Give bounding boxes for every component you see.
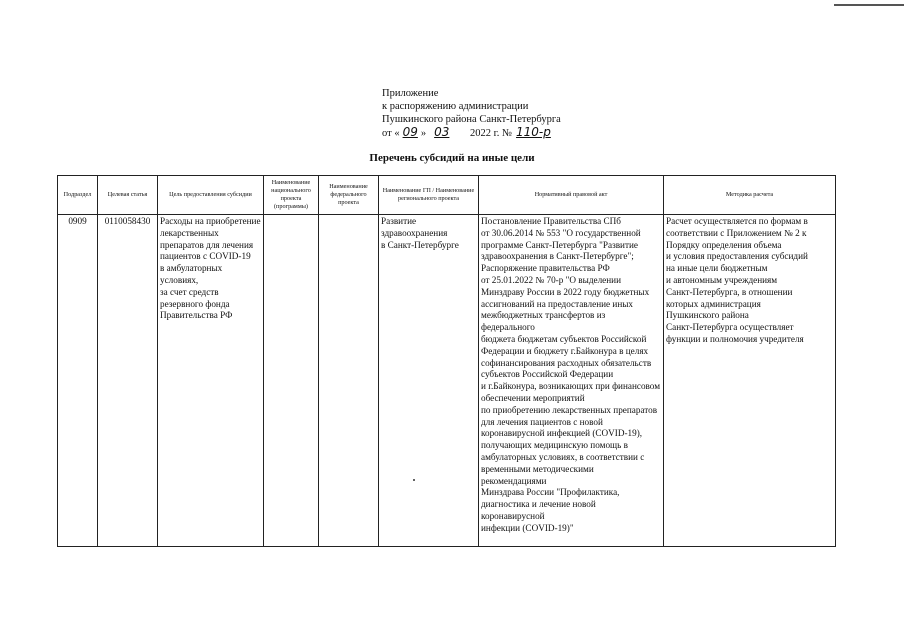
col-header-legal-act: Нормативный правовой акт — [479, 176, 664, 215]
date-mid: » — [420, 128, 427, 140]
cell-target-article: 0110058430 — [98, 215, 158, 547]
subsidies-table — [57, 175, 836, 547]
col-header-calc-method: Методика расчета — [664, 176, 836, 215]
date-month: 03 — [434, 125, 450, 140]
date-year: 2022 г. № — [470, 128, 513, 140]
appendix-header — [382, 88, 561, 141]
col-header-regional-project: Наименование ГП / Наименование регионального проекта — [379, 176, 479, 215]
appendix-district: Пушкинского района Санкт-Петербурга — [382, 113, 561, 125]
date-prefix: от « — [382, 128, 400, 140]
cell-calc-method: Расчет осуществляется по формам в соответствии с Приложением № 2 к Порядку определения объема и условия предоставления субсидий на иные цели бюджетным и автономным учреждениям Санкт-Петербурга, в отношении которых администрация Пушкинского района Санкт-Петербурга осуществляет функции и полномочия учредителя — [664, 215, 836, 547]
cell-subsection: 0909 — [58, 215, 98, 547]
table-row — [58, 215, 836, 547]
document-title: Перечень субсидий на иные цели — [369, 152, 535, 164]
scan-artifact-line — [834, 4, 904, 6]
appendix-order-ref: к распоряжению администрации — [382, 100, 529, 112]
date-day: 09 — [402, 125, 418, 140]
col-header-subsidy-purpose: Цель предоставления субсидии — [158, 176, 264, 215]
cell-regional-project: Развитие здравоохранения в Санкт-Петербурге — [379, 215, 479, 547]
appendix-label: Приложение — [382, 88, 439, 99]
scan-dot — [413, 479, 415, 481]
col-header-target-article: Целевая статья — [98, 176, 158, 215]
col-header-federal-project: Наименование федерального проекта — [319, 176, 379, 215]
col-header-national-project: Наименование национального проекта (программы) — [264, 176, 319, 215]
cell-national-project — [264, 215, 319, 547]
cell-legal-act: Постановление Правительства СПб от 30.06.2014 № 553 "О государственной программе Санкт-Петербурга "Развитие здравоохранения в Санкт-Петербурге"; Распоряжение правительства РФ от 25.01.2022 № 70-р "О выделении Минздраву России в 2022 году бюджетных ассигнований на предоставление иных межбюджетных трансфертов из федерального бюджета бюджетам субъектов Российской Федерации и бюджету г.Байконура в целях софинансирования расходных обязательств субъектов Российской Федерации и г.Байконура, возникающих при финансовом обеспечении мероприятий по приобретению лекарственных препаратов для лечения пациентов с новой коронавирусной инфекцией (COVID-19), получающих медицинскую помощь в амбулаторных условиях, в соответствии с временными методическими рекомендациями Минздрава России "Профилактика, диагностика и лечение новой коронавирусной инфекции (COVID-19)" — [479, 215, 664, 547]
col-header-subsection: Подраздел — [58, 176, 98, 215]
cell-federal-project — [319, 215, 379, 547]
cell-subsidy-purpose: Расходы на приобретение лекарственных препаратов для лечения пациентов с COVID-19 в амбулаторных условиях, за счет средств резервного фонда Правительства РФ — [158, 215, 264, 547]
appendix-date-line — [382, 126, 561, 141]
order-number: 110-р — [516, 125, 551, 140]
table-header-row — [58, 176, 836, 215]
